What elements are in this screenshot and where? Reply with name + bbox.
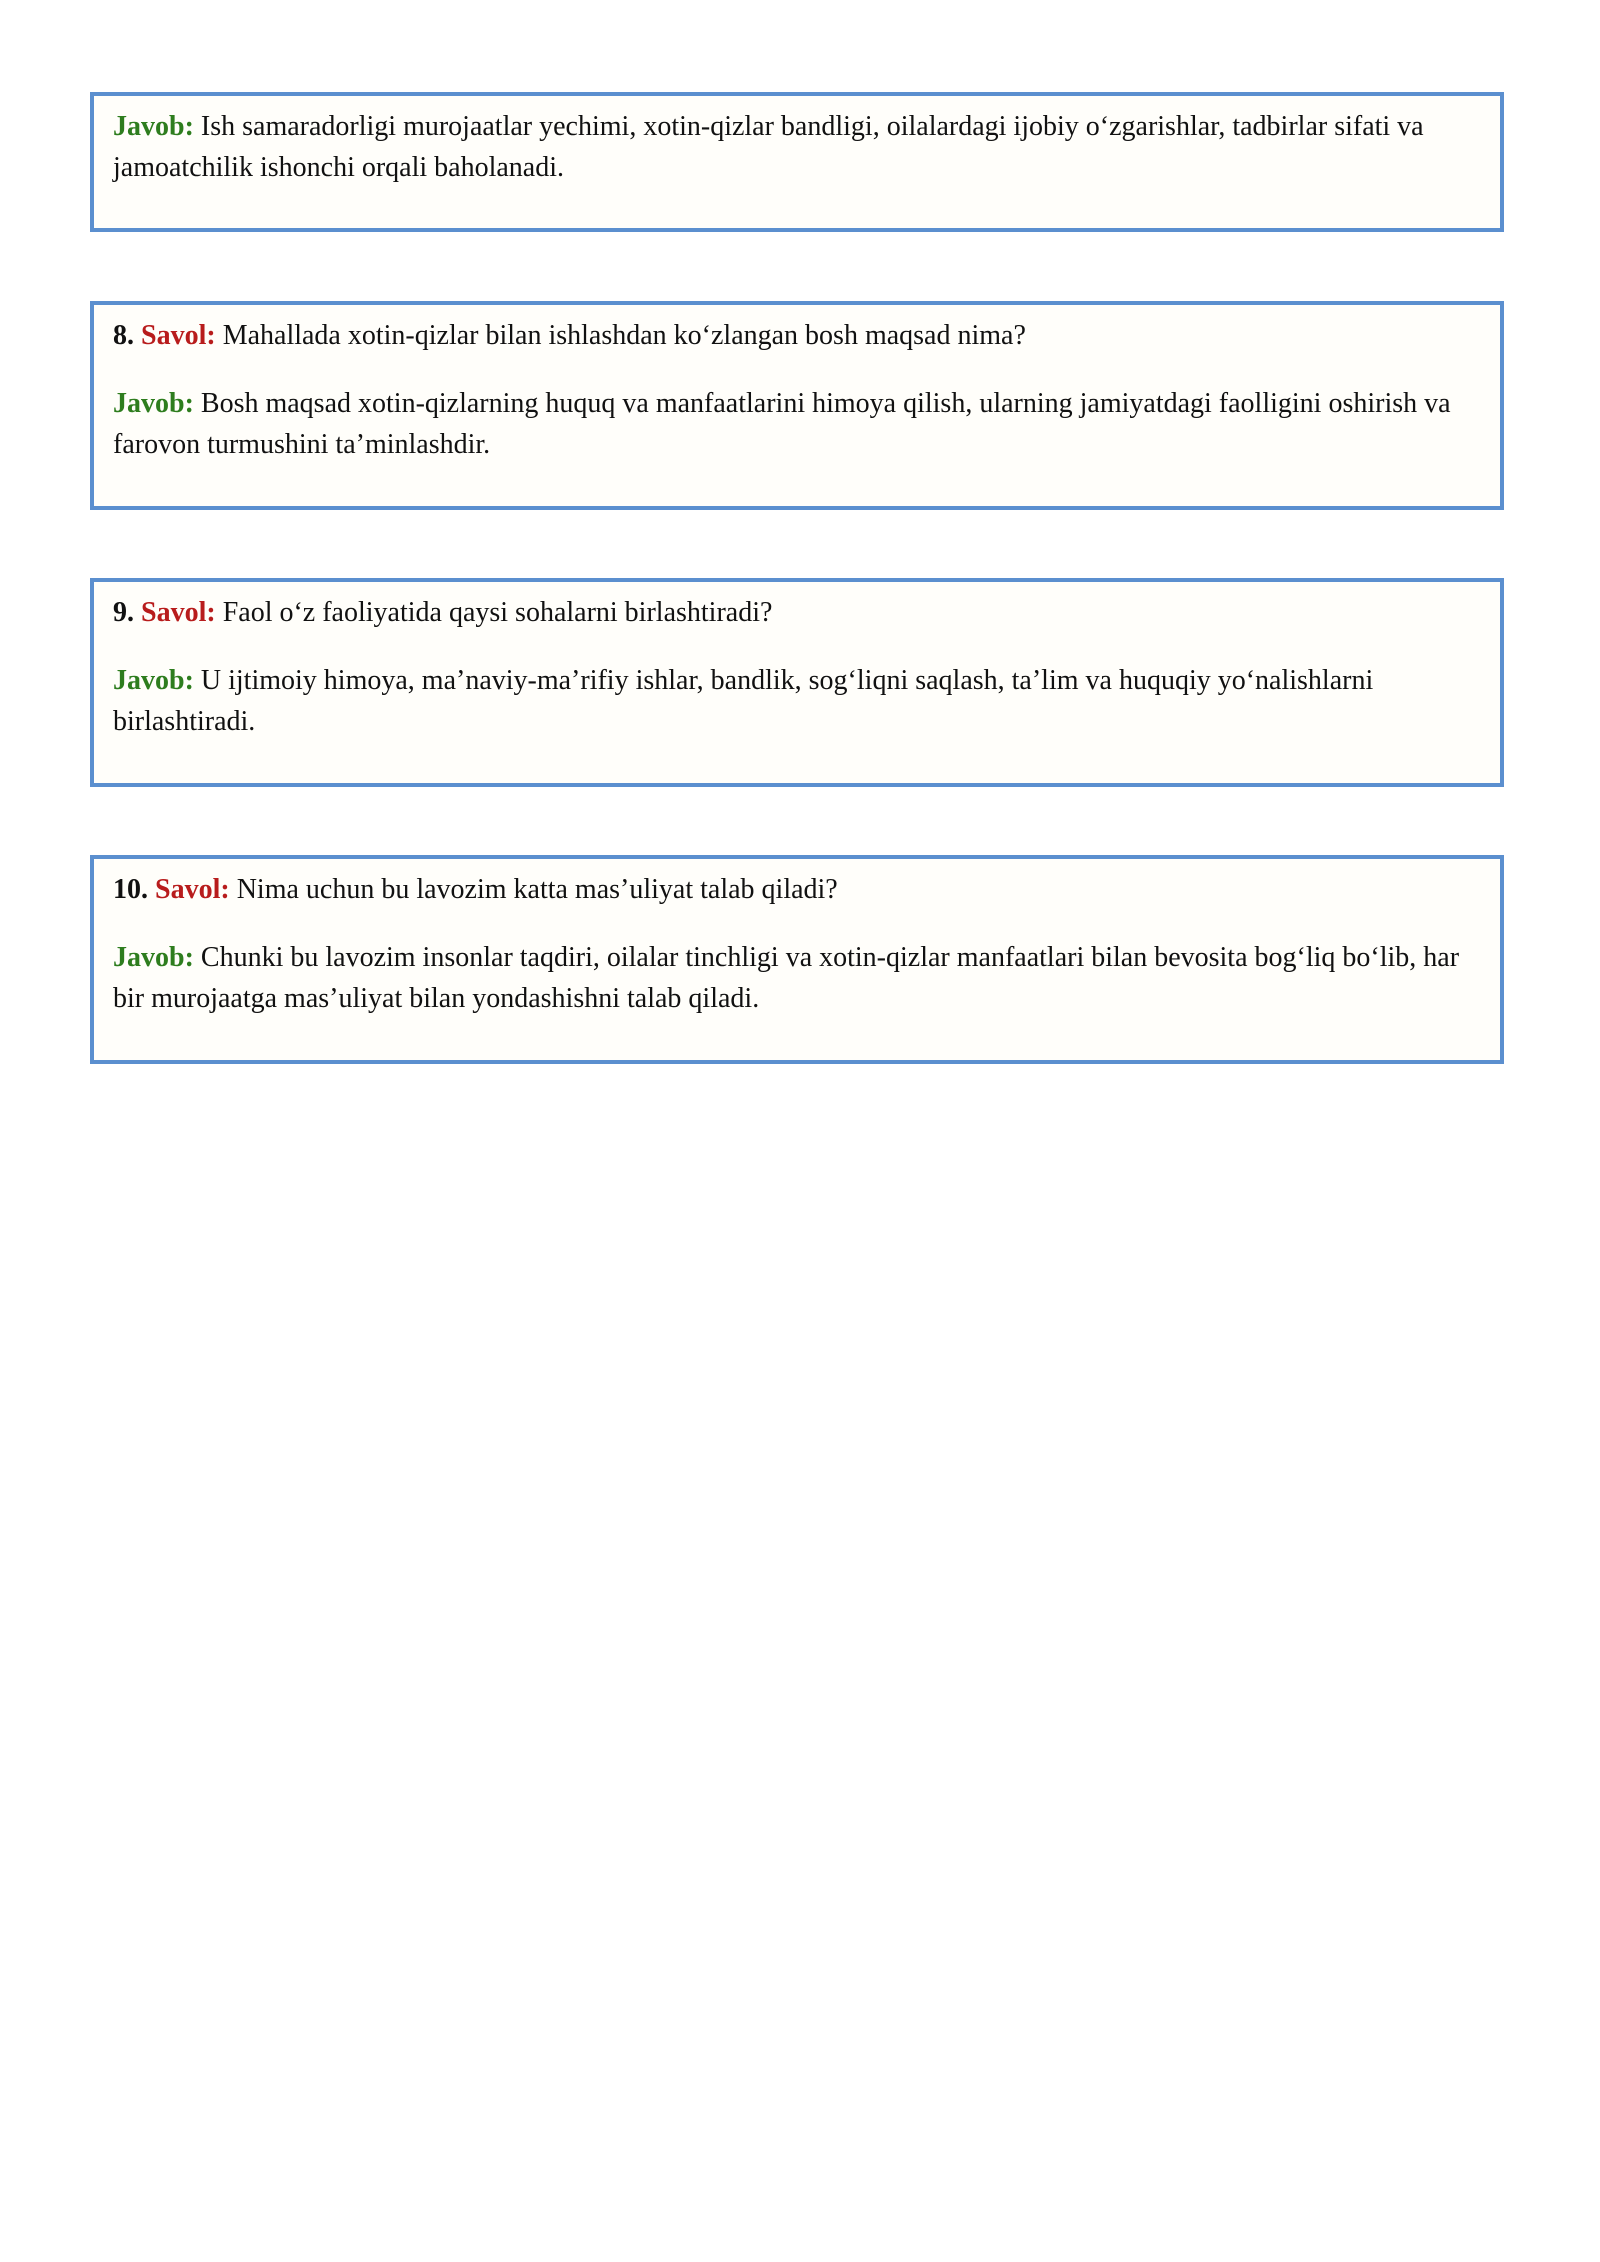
answer-text: U ijtimoiy himoya, ma’naviy-ma’rifiy ishlar, bandlik, sog‘liqni saqlash, ta’lim va huquqiy yo‘nalishlarni birlashtiradi. xyxy=(113,665,1374,737)
qa-card-9 xyxy=(90,578,1504,787)
question-label: Savol: xyxy=(155,874,230,905)
answer-text: Ish samaradorligi murojaatlar yechimi, xotin-qizlar bandligi, oilalardagi ijobiy o‘zgarishlar, tadbirlar sifati va jamoatchilik ishonchi orqali baholanadi. xyxy=(113,111,1424,183)
qa-card-8 xyxy=(90,301,1504,510)
answer-paragraph xyxy=(113,660,1480,742)
question-paragraph xyxy=(113,592,1480,633)
answer-label: Javob: xyxy=(113,111,194,142)
question-text: Nima uchun bu lavozim katta mas’uliyat talab qiladi? xyxy=(236,874,838,905)
answer-paragraph xyxy=(113,383,1480,465)
answer-text: Bosh maqsad xotin-qizlarning huquq va manfaatlarini himoya qilish, ularning jamiyatdagi faolligini oshirish va farovon turmushini ta’minlashdir. xyxy=(113,388,1451,460)
answer-paragraph xyxy=(113,106,1480,188)
qa-card-answer-continued xyxy=(90,92,1504,232)
question-label: Savol: xyxy=(141,597,216,628)
answer-label: Javob: xyxy=(113,942,194,973)
question-number: 10. xyxy=(113,874,148,905)
answer-label: Javob: xyxy=(113,665,194,696)
answer-label: Javob: xyxy=(113,388,194,419)
question-text: Faol o‘z faoliyatida qaysi sohalarni birlashtiradi? xyxy=(222,597,773,628)
answer-text: Chunki bu lavozim insonlar taqdiri, oilalar tinchligi va xotin-qizlar manfaatlari bilan bevosita bog‘liq bo‘lib, har bir murojaatga mas’uliyat bilan yondashishni talab qiladi. xyxy=(113,942,1460,1014)
qa-card-10 xyxy=(90,855,1504,1064)
question-text: Mahallada xotin-qizlar bilan ishlashdan ko‘zlangan bosh maqsad nima? xyxy=(222,320,1026,351)
question-label: Savol: xyxy=(141,320,216,351)
question-number: 8. xyxy=(113,320,134,351)
question-number: 9. xyxy=(113,597,134,628)
question-paragraph xyxy=(113,869,1480,910)
answer-paragraph xyxy=(113,937,1480,1019)
question-paragraph xyxy=(113,315,1480,356)
